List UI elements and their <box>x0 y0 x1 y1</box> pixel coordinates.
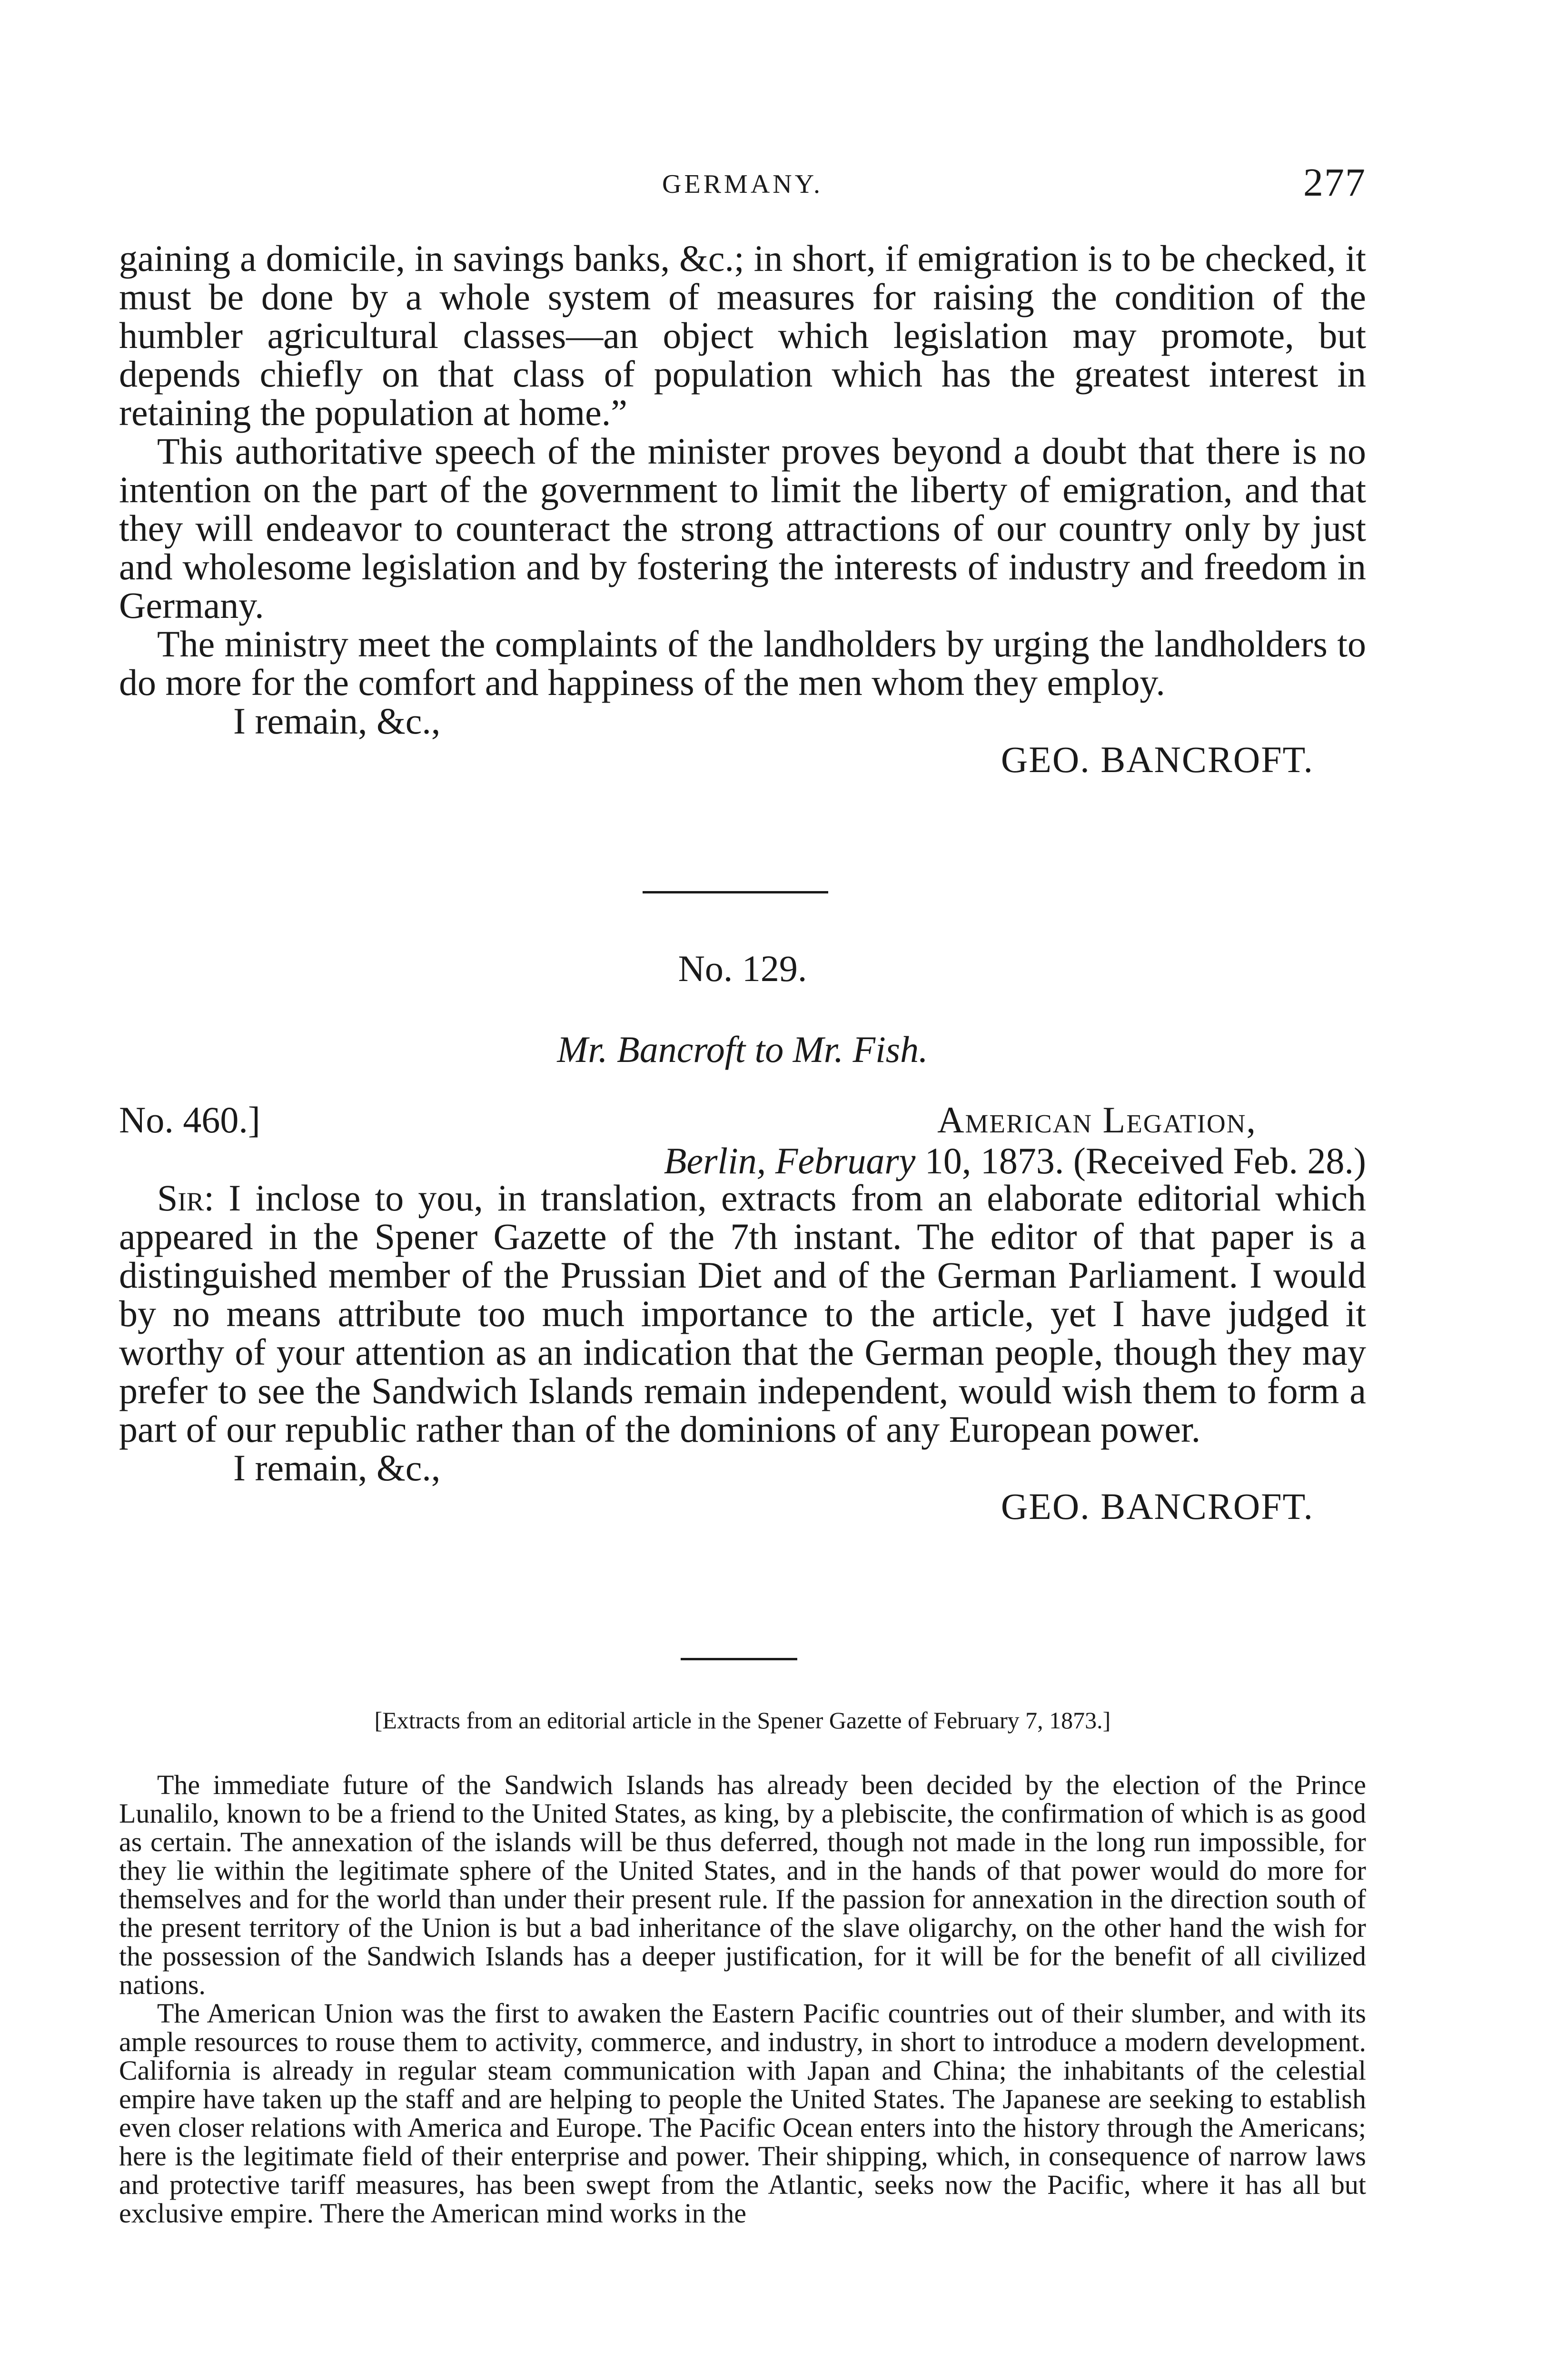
dateline <box>119 1140 1366 1182</box>
letter-signature: GEO. BANCROFT. <box>1001 1486 1314 1527</box>
letter-body-text: I inclose to you, in translation, extracts from an elaborate editorial which appeared in the Spener Gazette of the 7th instant. The editor of that paper is a distinguished member of the Prussian Diet and of the German Parliament. I would by no means attribute too much importance to the article, yet I have judged it worthy of your attention as an indication that the German people, though they may prefer to see the Sandwich Islands remain independent, would wish them to form a part of our republic rather than of the dominions of any European power. <box>119 1177 1367 1450</box>
dispatch-number: No. 460.] <box>119 1099 260 1140</box>
continuation-paragraph-2: This authoritative speech of the minister proves beyond a doubt that there is no intention on the part of the government to limit the liberty of emigration, and that they will endeavor to counteract the strong attractions of our country only by just and wholesome legislation and by fostering the interests of industry and freedom in Germany. <box>119 430 1366 626</box>
extract-paragraph-2: The American Union was the first to awaken the Eastern Pacific countries out of their slumber, and with its ample resources to rouse them to activity, commerce, and industry, in short to introduce a modern development. California is already in regular steam communication with Japan and China; the inhabitants of the celestial empire have taken up the staff and are helping to people the United States. The Japanese are seeking to establish even closer relations with America and Europe. The Pacific Ocean enters into the history through the Americans; here is the legitimate field of their enterprise and power. Their shipping, which, in consequence of narrow laws and protective tariff measures, has been swept from the Atlantic, seeks now the Pacific, where it has all but exclusive empire. There the American mind works in the <box>119 1998 1366 2229</box>
dateline-place: Berlin, February <box>664 1140 916 1181</box>
salutation: Sir: <box>157 1177 215 1219</box>
extract-paragraph-1: The immediate future of the Sandwich Islands has already been decided by the election of the Prince Lunalilo, known to be a friend to the United States, as king, by a plebiscite, the confirmation of which is as good as certain. The annexation of the islands will be thus deferred, though not made in the long run impossible, for they lie within the legitimate sphere of the United States, and in the hands of that power would do more for themselves and for the world than under their present rule. If the passion for annexation in the direction south of the present territory of the Union is but a bad inheritance of the slave oligarchy, on the other hand the wish for the possession of the Sandwich Islands has a deeper justification, for it will be for the benefit of all civilized nations. <box>119 1769 1366 2000</box>
continuation-paragraph-1: gaining a domicile, in savings banks, &c.; in short, if emigration is to be checked, it must be done by a whole system of measures for raising the condition of the humbler agricultural classes—an object which legislation may promote, but depends chiefly on that class of population which has the greatest interest in retaining the population at home.” <box>119 238 1366 433</box>
continuation-text <box>119 239 1366 779</box>
dateline-date: 10, 1873. <box>924 1140 1064 1181</box>
continuation-closing: I remain, &c., <box>233 700 441 742</box>
page-number: 277 <box>1303 160 1366 205</box>
extract-heading: [Extracts from an editorial article in the Spener Gazette of February 7, 1873.] <box>374 1707 1111 1734</box>
section-divider-2 <box>681 1658 797 1660</box>
letter-body <box>119 1179 1366 1448</box>
extract-text <box>119 1771 1366 2228</box>
continuation-paragraph-3: The ministry meet the complaints of the landholders by urging the landholders to do more for the comfort and happiness of the men whom they employ. <box>119 623 1366 703</box>
running-title: GERMANY. <box>662 169 823 199</box>
dateline-received: (Received Feb. 28.) <box>1073 1140 1366 1181</box>
letter-text <box>119 1179 1366 1526</box>
legation-name: American Legation, <box>937 1099 1257 1140</box>
document-heading: Mr. Bancroft to Mr. Fish. <box>557 1029 928 1070</box>
document-number: No. 129. <box>678 948 807 989</box>
letter-reference <box>119 1099 1366 1141</box>
running-head <box>119 159 1366 212</box>
continuation-signature: GEO. BANCROFT. <box>1001 739 1314 780</box>
letter-closing: I remain, &c., <box>233 1447 441 1488</box>
section-divider-1 <box>643 891 828 893</box>
